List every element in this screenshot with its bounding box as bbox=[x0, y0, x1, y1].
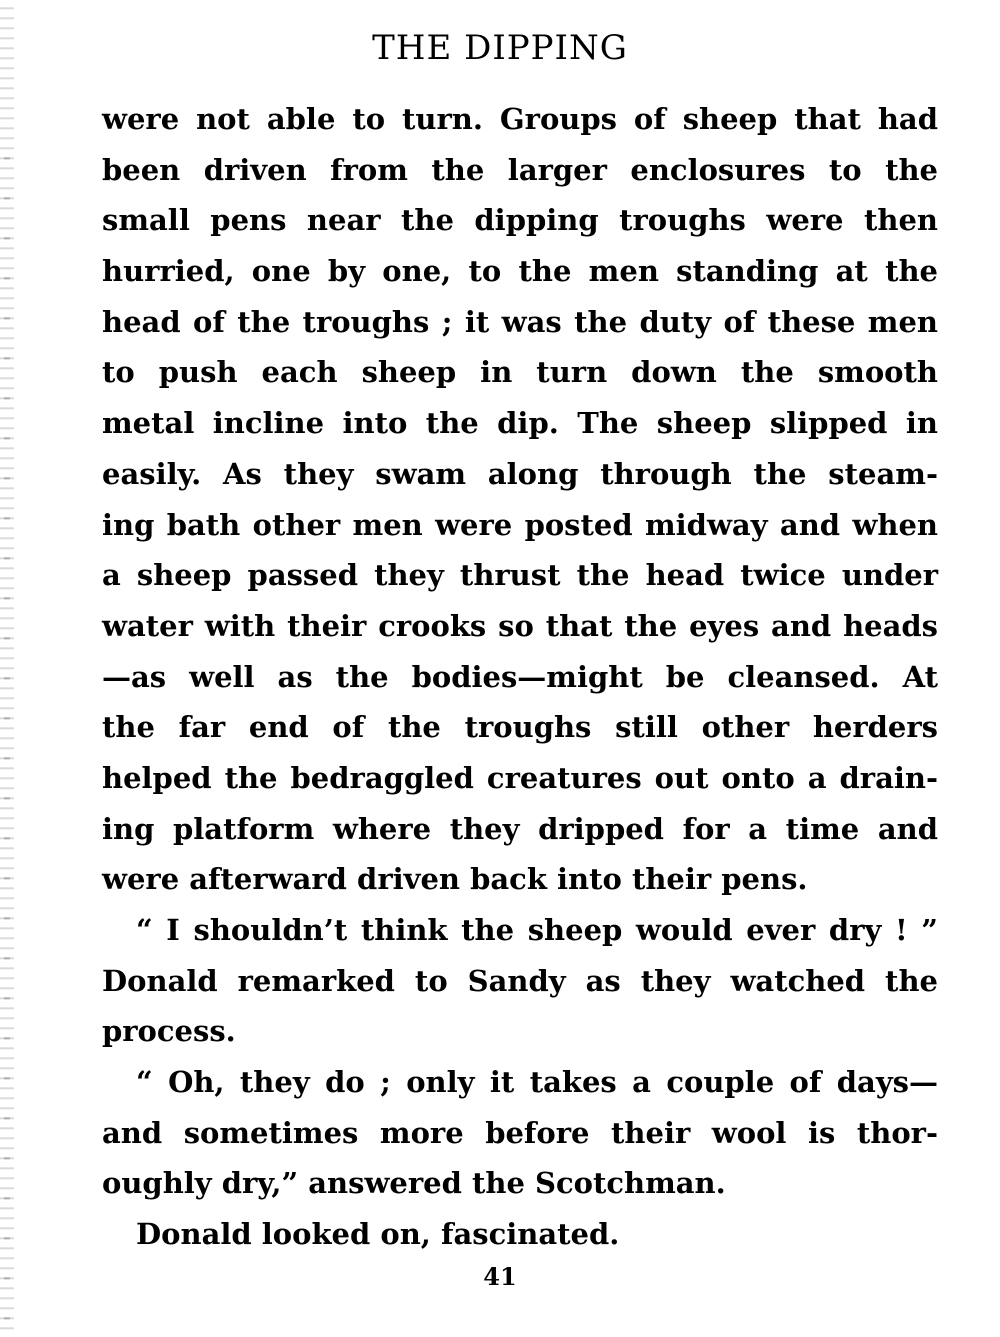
text-line: helped the bedraggled creatures out onto a drain- bbox=[102, 760, 938, 795]
text-line: process. bbox=[102, 1014, 236, 1049]
text-line: Donald looked on, fascinated. bbox=[136, 1217, 620, 1252]
text-line: were afterward driven back into their pens. bbox=[102, 862, 808, 897]
body-text bbox=[102, 94, 938, 1260]
text-line: “ Oh, they do ; only it takes a couple of days— bbox=[136, 1065, 938, 1100]
text-line: water with their crooks so that the eyes and heads bbox=[102, 608, 938, 643]
text-line: were not able to turn. Groups of sheep that had bbox=[102, 102, 938, 136]
text-line: the far end of the troughs still other herders bbox=[102, 710, 938, 745]
text-line: metal incline into the dip. The sheep slipped in bbox=[102, 406, 938, 441]
text-line: “ I shouldn’t think the sheep would ever dry ! ” bbox=[136, 913, 938, 947]
text-line: oughly dry,” answered the Scotchman. bbox=[102, 1166, 726, 1201]
text-line: to push each sheep in turn down the smooth bbox=[102, 355, 938, 390]
text-line: ing bath other men were posted midway and when bbox=[102, 507, 938, 542]
text-line: hurried, one by one, to the men standing at the bbox=[102, 254, 938, 289]
text-line: head of the troughs ; it was the duty of these men bbox=[102, 304, 938, 339]
text-line: been driven from the larger enclosures to the bbox=[102, 152, 938, 187]
text-line: a sheep passed they thrust the head twice under bbox=[102, 558, 938, 593]
text-line: small pens near the dipping troughs were then bbox=[102, 203, 938, 238]
page-number: 41 bbox=[483, 1262, 517, 1291]
text-line: Donald remarked to Sandy as they watched the bbox=[102, 963, 938, 998]
text-line: and sometimes more before their wool is thor- bbox=[102, 1115, 938, 1150]
text-line: easily. As they swam along through the steam- bbox=[102, 456, 938, 491]
running-header: THE DIPPING bbox=[372, 28, 628, 68]
text-line: —as well as the bodies—might be cleansed. At bbox=[102, 659, 938, 694]
page-gutter-specks bbox=[4, 120, 10, 1320]
text-line: ing platform where they dripped for a time and bbox=[102, 811, 938, 846]
